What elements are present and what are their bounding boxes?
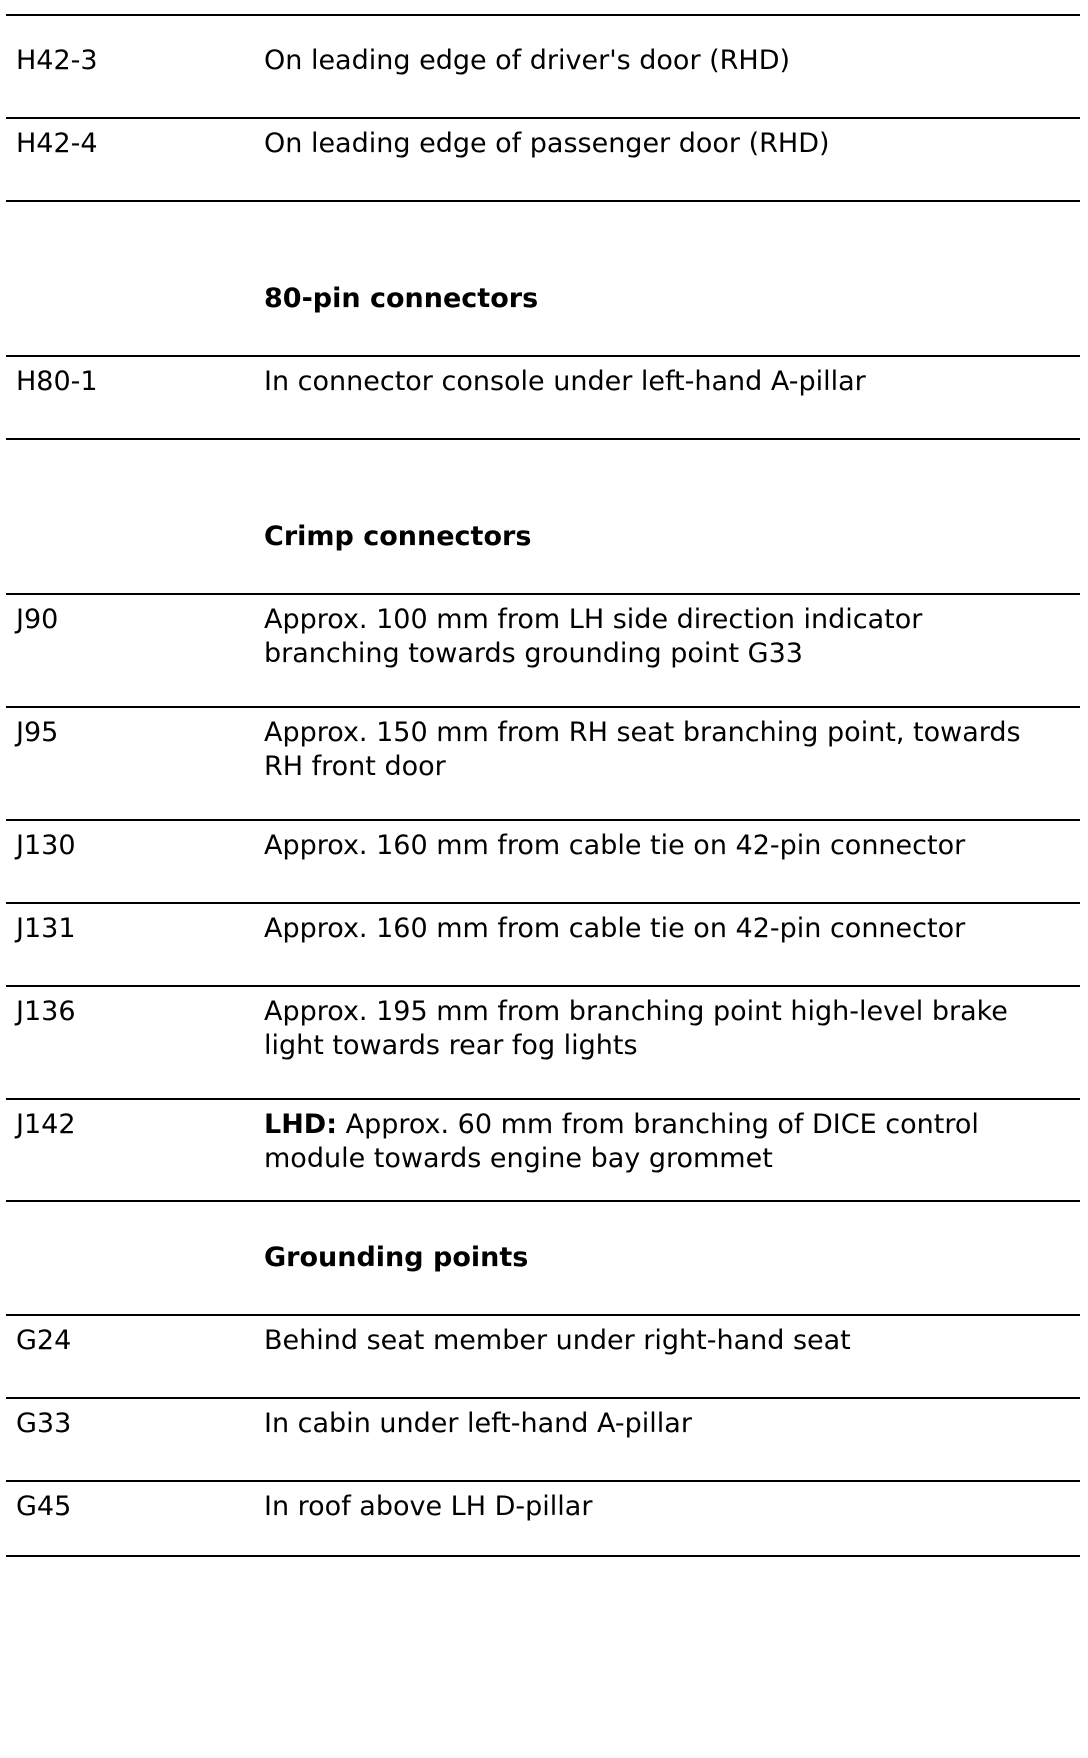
row-code: H80-1: [16, 366, 98, 397]
table-rule: [6, 438, 1080, 440]
row-code: J136: [16, 996, 76, 1027]
table-rule: [6, 14, 1080, 16]
table-rule: [6, 593, 1080, 595]
table-rule: [6, 1098, 1080, 1100]
row-location: [264, 995, 1080, 1063]
row-location-line: module towards engine bay grommet: [264, 1143, 773, 1174]
row-location: In connector console under left-hand A-pillar: [264, 366, 866, 397]
table-rule: [6, 1480, 1080, 1482]
table-rule: [6, 117, 1080, 119]
row-code: J90: [16, 604, 59, 635]
row-location: Approx. 160 mm from cable tie on 42-pin connector: [264, 830, 966, 861]
row-location-line: Approx. 100 mm from LH side direction indicator: [264, 604, 923, 635]
row-code: J142: [16, 1109, 76, 1140]
row-location-line: branching towards grounding point G33: [264, 638, 803, 669]
row-code: G45: [16, 1491, 72, 1522]
row-code: H42-3: [16, 45, 98, 76]
row-location: [264, 1108, 1080, 1176]
table-rule: [6, 985, 1080, 987]
section-heading-crimp: Crimp connectors: [264, 521, 532, 552]
table-rule: [6, 1200, 1080, 1202]
row-location: Approx. 160 mm from cable tie on 42-pin connector: [264, 913, 966, 944]
row-code: J95: [16, 717, 59, 748]
row-code: J131: [16, 913, 76, 944]
row-location-line: Approx. 150 mm from RH seat branching point, towards: [264, 717, 1021, 748]
row-location: On leading edge of passenger door (RHD): [264, 128, 830, 159]
row-location: Behind seat member under right-hand seat: [264, 1325, 851, 1356]
row-code: H42-4: [16, 128, 98, 159]
row-location-line: Approx. 195 mm from branching point high-level brake: [264, 996, 1008, 1027]
table-rule: [6, 200, 1080, 202]
table-rule: [6, 1314, 1080, 1316]
row-code: J130: [16, 830, 76, 861]
row-location-line: [264, 1108, 1080, 1142]
table-rule: [6, 1555, 1080, 1557]
table-rule: [6, 819, 1080, 821]
row-location-line: light towards rear fog lights: [264, 1030, 638, 1061]
row-location: On leading edge of driver's door (RHD): [264, 45, 791, 76]
section-heading-80pin: 80-pin connectors: [264, 283, 539, 314]
lhd-label: LHD:: [264, 1109, 338, 1140]
row-code: G24: [16, 1325, 72, 1356]
table-rule: [6, 902, 1080, 904]
table-rule: [6, 706, 1080, 708]
row-location: In roof above LH D-pillar: [264, 1491, 593, 1522]
row-location: [264, 603, 1080, 671]
row-location-text: Approx. 60 mm from branching of DICE control: [337, 1109, 979, 1140]
row-location: In cabin under left-hand A-pillar: [264, 1408, 692, 1439]
section-heading-grounding: Grounding points: [264, 1242, 529, 1273]
row-location: [264, 716, 1080, 784]
table-rule: [6, 1397, 1080, 1399]
table-rule: [6, 355, 1080, 357]
row-location-line: RH front door: [264, 751, 446, 782]
row-code: G33: [16, 1408, 72, 1439]
